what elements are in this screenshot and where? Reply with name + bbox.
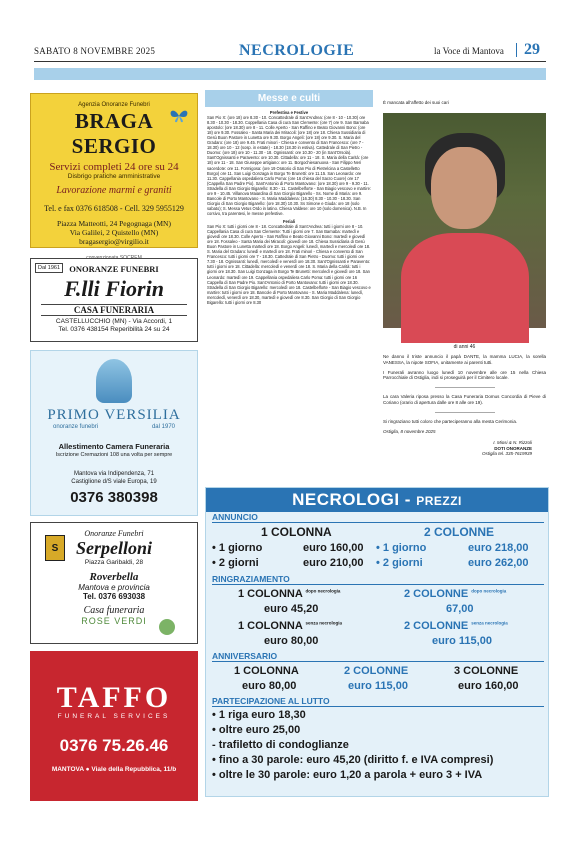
serpelloni-logo-icon: S	[45, 535, 65, 561]
messe-title: Messe e culti	[205, 90, 373, 107]
taffo-address: MANTOVA ● Viale della Repubblica, 11/b	[51, 766, 177, 773]
butterfly-icon	[169, 108, 189, 124]
lutto-line-2: • oltre euro 25,00	[212, 724, 301, 736]
ringr-c2a-label: 2 COLONNE	[404, 588, 469, 600]
primo-tel: 0376 380398	[70, 489, 158, 506]
primo-addr-2: Castiglione d/S viale Europa, 19	[71, 479, 157, 485]
ringr-c2b-note: senza necrologia	[471, 620, 508, 626]
messe-feriali-title: Feriali	[282, 218, 296, 224]
anniversario-label: ANNIVERSARIO	[212, 651, 544, 662]
ringr-c1a-note: dopo necrologia	[305, 588, 341, 594]
ringr-c2b	[404, 620, 508, 632]
fiorin-tel: Tel. 0376 438154 Reperibilità 24 su 24	[58, 326, 170, 333]
annuncio-2-giorni: • 2 giorni	[212, 557, 259, 569]
anniv-c2: 2 COLONNE	[344, 665, 409, 677]
obit-photo	[383, 113, 546, 328]
obit-divider	[435, 387, 495, 388]
lutto-line-4: • fino a 30 parole: euro 45,20 (diritto f. e IVA compresi)	[212, 754, 494, 766]
anniv-p3: euro 160,00	[458, 680, 519, 692]
price-title-sub: PREZZI	[416, 494, 462, 508]
braga-pratiche: Disbrigo pratiche amministrative	[67, 173, 161, 180]
newspaper-name: la Voce di Mantova	[434, 46, 504, 56]
braga-address	[31, 219, 197, 246]
primo-sub-left: onoranze funebri	[53, 424, 99, 430]
ringr-c1b	[238, 620, 342, 632]
messe-feriali-text: San Pio X: tutti i giorni ore 8 - 18. Concattedrale di Sant'Andrea: tutti i giorni ore 8 - 10. Cappellania Casa di cura San Clemente: Tutti i giorni ore 7. San Barnaba: martedì e giovedì ore 18.30. Colle Aperto - San Raffino e Beato Giovanni Bono: martedì e giovedì ore 18. Fossaleo - Santa Maria dei Miracoli: giovedì ore 18. Chiesa Sussidiaria di Gesù Buon Pastore in Lunetta martedì ore 18. Borgo Angeli: lunedì, martedì e mercoledì ore 18. S. Maria del Gradaro: lunedì e martedì ore 18. Frati minori - Chiesa e convento di San Francesco: tutti i giorni ore 7 - 18.30. Cattedrale di San Pietro - Duomo: tutti i giorni ore 7.30 - 18. Ognissanti: lunedì, mercoledì e venerdì ore 18.30. Sant'Ognissanti e Paravento: tutti i giorni ore 18. Cittadella: mercoledì e venerdì ore 18. S. Maria della Carità: tutti i giorni ore 18.30. San Luigi Gonzaga in Borgo Te Brunetti: mercoledì e giovedì ore 18. San Leonardo: martedì ore 19. Cappellania ospedaliera Carlo Poma: tutti i giorni ore 16 Cappella di San Padre Pio. Sant'Antonio di Porto Mantovano: tutti i giorni ore 18.30. Stradella di San Giorgio Bigarello: mercoledì ore 18. Castelbelforte - San Biagio vescovo e martire: tutti i giorni ore 18. Bancole di Porto Mantovano - S. Maria Maddalena: lunedì, mercoledì, venerdì ore 18.30, martedì e giovedì ore 8.30. San Giorgio di San Giorgio Bigarello: tutti i giorni ore 8.30	[207, 224, 371, 305]
ringr-c1a-label: 1 COLONNA	[238, 588, 303, 600]
annuncio-c1-g1: euro 160,00	[303, 542, 364, 554]
primo-sub-right: dal 1970	[151, 424, 175, 430]
obit-divider-2	[435, 412, 495, 413]
ringr-c1a	[238, 588, 340, 600]
obit-dateline: Ostiglia, 8 novembre 2025	[383, 428, 436, 434]
photo-face	[431, 147, 497, 229]
price-box	[205, 487, 549, 797]
ad-taffo	[30, 651, 198, 801]
primo-service-2: Iscrizione Cremazioni 108 una volta per sempre	[55, 452, 173, 458]
lutto-line-5: • oltre le 30 parole: euro 1,20 a parola + euro 3 + IVA	[212, 769, 483, 781]
anniv-c3: 3 COLONNE	[454, 665, 519, 677]
page-header	[34, 40, 546, 62]
annuncio-1-giorno: • 1 giorno	[212, 542, 263, 554]
section-title: NECROLOGIE	[239, 42, 355, 59]
ad-primo-versilia	[30, 350, 198, 516]
obit-sign-2: DOTI ONORANZE	[494, 445, 532, 451]
ad-braga-sergio	[30, 93, 198, 248]
obit-paragraph-3: La cara Valeria riposa presso la Casa Funeraria Domus Concordia di Pieve di Coriano (orario di apertura dalle ore 8 alle ore 19).	[383, 394, 546, 405]
obit-paragraph-1: Ne danno il triste annuncio il papà DANTE, la mamma LUCIA, la sorella VANESSA, la nipote SOFIA, unitamente ai parenti tutti.	[383, 354, 546, 365]
ad-fiorin	[30, 258, 198, 342]
annuncio-1-giorno-b: • 1 giorno	[376, 542, 427, 554]
anniv-c1: 1 COLONNA	[234, 665, 299, 677]
fiorin-casa: CASA FUNERARIA	[41, 304, 187, 316]
ringraziamento-label: RINGRAZIAMENTO	[212, 574, 544, 585]
photo-body	[401, 233, 529, 343]
ringr-c2a-price: 67,00	[446, 603, 474, 615]
serp-tel: Tel. 0376 693038	[82, 592, 146, 601]
ringr-c2b-label: 2 COLONNE	[404, 620, 469, 632]
annuncio-col1: 1 COLONNA	[261, 525, 332, 539]
taffo-tel: 0376 75.26.46	[59, 736, 169, 755]
braga-marmi: Lavorazione marmi e graniti	[56, 185, 172, 196]
fiorin-address: CASTELLUCCHIO (MN) - Via Accordi, 1	[55, 318, 173, 325]
ringr-c1b-price: euro 80,00	[264, 635, 319, 647]
obit-sign-1: I. Miosi & N. Rizzoli	[493, 440, 532, 446]
header-separator	[516, 43, 517, 57]
braga-agency: Agenzia Onoranze Funebri	[78, 102, 150, 108]
messe-body	[205, 107, 373, 305]
fiorin-since: Dal 1961	[35, 263, 63, 273]
obit-sign-3: Ostiglia tel. 335-7619939	[481, 451, 532, 457]
messe-festive-text: San Pio X: (ore 18) ore 8.30 - 10. Concattedrale di Sant'Andrea: (ore 8 - 10 - 10.30) ore 8.30 - 10.30 - 18.30. Coppellania Casa di cura San Clemente: (ore 7) ore 9. San Barnaba apostolo: (ore 18.30) ore 8 - 11. Colle Aperto - San Raffino e Beato Giovanni Bono: (ore 18) ore 9.30. Fossaleo - Santa Maria dei Miracoli: (ore 18) ore 18. Chiesa Sussidiaria di Gesù Buon Pastore in Lunetta ore 9.30. Borgo Angeli: (ore 18) ore 9.30. S. Maria del Gradaro: (ore 18) ore 9.45. Frati minori - Chiesa e convento di San Francesco: (ore 7 - 18.30) ore 10 - 12 (sosp. in estate) - 18.30 (18.30 in estiva). Cattedrale di San Pietro - Duomo: (ore 18) ore 10 - 11.30 - 18. Ognissanti: ore 10.30 - 20 (in Sant'Orsola). Sant'Ognissanti e Paravento: ore 10.30. Cittadella: ore 11 - 18. S. Maria della Carità: (ore 18) ore 11 - 18. San Giuseppe artigiano: ore 11. Borgochiesanuova - San Filippo Neri sacerdote: ore 11. Formigosa: (ore 19 Oratorio di San Pio di Pietrelcina a Castelletto Borgo) ore 11. San Luigi Gonzaga in Borgo Te Brunetti: ore 11.15. San Leonardo: ore 11.30. Cappellania ospedaliera Carlo Poma: (ore 16 chiesa del Sacro Cuore) ore 17 (Cappella San Padre Pio). Sant'Antonio di Porto Mantovano: (ore 18.30) ore 9 - 9.30 - 11. Stradella di San Giorgio Bigarello: 8.30 - 11. Castelbelforte - San Biagio vescovo e martire: ore 9 - 10.45. Villanova Maiardina di San Giorgio Bigarello - Ss. Nome di Maria: ore 9. Bancole di Porto Mantovano - S. Maria Maddalena: (16.30) 8.30 - 10.30 - 18.30. San Giorgio di San Giorgio Bigarello: (ore 18.30) 10.30. Ss Simone e Giuda: ore 18 (solo sabato); S. Messa Vetus Ordo in latino. Chiesa Valdese: ore 10 (solo domenica). N.B. In corsivo, tra parentesi, le messe prefestive.	[207, 115, 371, 216]
primo-address	[31, 470, 197, 486]
primo-logo-icon	[96, 359, 132, 403]
braga-name: BRAGA SERGIO	[71, 109, 157, 158]
annuncio-2-giorni-b: • 2 giorni	[376, 557, 423, 569]
braga-email: bragasergio@virgilio.it	[79, 237, 149, 246]
obit-paragraph-4: Si ringraziano tutti coloro che parteciperanno alla mesta Cerimonia.	[383, 418, 518, 424]
lutto-line-3: - trafiletto di condoglianze	[212, 739, 349, 751]
braga-tel: Tel. e fax 0376 618508 - Cell. 329 5955129	[44, 204, 184, 213]
page-number: 29	[524, 41, 540, 58]
ringr-c2b-price: euro 115,00	[432, 635, 492, 647]
messe-column	[205, 90, 373, 485]
serp-casa: Casa funeraria	[83, 605, 145, 616]
serp-town: Roverbella	[89, 571, 139, 583]
ringr-c1a-price: euro 45,20	[264, 603, 319, 615]
page-date: SABATO 8 NOVEMBRE 2025	[34, 46, 156, 56]
fiorin-title: ONORANZE FUNEBRI	[69, 264, 159, 274]
obit-signature	[383, 440, 546, 457]
annuncio-c2-g1: euro 218,00	[468, 542, 529, 554]
fiorin-name: F.lli Fiorin	[64, 276, 164, 301]
ad-serpelloni	[30, 522, 198, 644]
rose-icon	[159, 619, 175, 635]
price-title	[206, 488, 548, 512]
annuncio-c1-g2: euro 210,00	[303, 557, 364, 569]
anniv-p1: euro 80,00	[242, 680, 297, 692]
taffo-name: TAFFO	[56, 681, 172, 714]
serp-street: Piazza Garibaldi, 28	[84, 559, 144, 566]
serp-head: Onoranze Funebri	[84, 529, 144, 538]
primo-service: Allestimento Camera Funeraria	[58, 442, 170, 451]
braga-addr-2: Via Galilei, 2 Quistello (MN)	[69, 228, 159, 237]
obit-intro: È mancata all'affetto dei suoi cari	[383, 100, 449, 105]
obit-age: di anni 46	[453, 344, 476, 350]
ringr-c1b-label: 1 COLONNA	[238, 620, 303, 632]
primo-name: PRIMO VERSILIA	[47, 407, 181, 423]
messe-festive-title: Prefestiva e Festive	[269, 110, 309, 115]
price-title-main: NECROLOGI -	[292, 490, 411, 509]
serp-prov: Mantova e provincia	[78, 583, 150, 592]
serp-rose: ROSE VERDI	[81, 616, 147, 626]
braga-addr-1: Piazza Matteotti, 24 Pegognaga (MN)	[57, 219, 171, 228]
obit-paragraph-2: I Funerali avranno luogo lunedì 10 novembre alle ore 15 nella Chiesa Parrocchiale di Ostiglia, indi si proseguirà per il Cimitero locale.	[383, 369, 546, 381]
ringr-c2a	[404, 588, 506, 600]
annuncio-label: ANNUNCIO	[212, 512, 544, 523]
braga-service: Servizi completi 24 ore su 24	[49, 161, 179, 173]
anniv-p2: euro 115,00	[348, 680, 408, 692]
obituary	[383, 100, 546, 457]
primo-subline	[31, 424, 197, 430]
annuncio-col2: 2 COLONNE	[424, 525, 495, 539]
taffo-sub: FUNERAL SERVICES	[57, 713, 171, 720]
serp-name: Serpelloni	[75, 538, 152, 558]
lutto-line-1: • 1 riga euro 18,30	[212, 709, 306, 721]
annuncio-c2-g2: euro 262,00	[468, 557, 529, 569]
ringr-c2a-note: dopo necrologia	[471, 588, 507, 594]
lutto-label: PARTECIPAZIONE AL LUTTO	[212, 696, 544, 707]
ringr-c1b-note: senza necrologia	[305, 620, 342, 626]
section-banner	[34, 68, 546, 80]
primo-addr-1: Mantova via Indipendenza, 71	[73, 471, 155, 477]
